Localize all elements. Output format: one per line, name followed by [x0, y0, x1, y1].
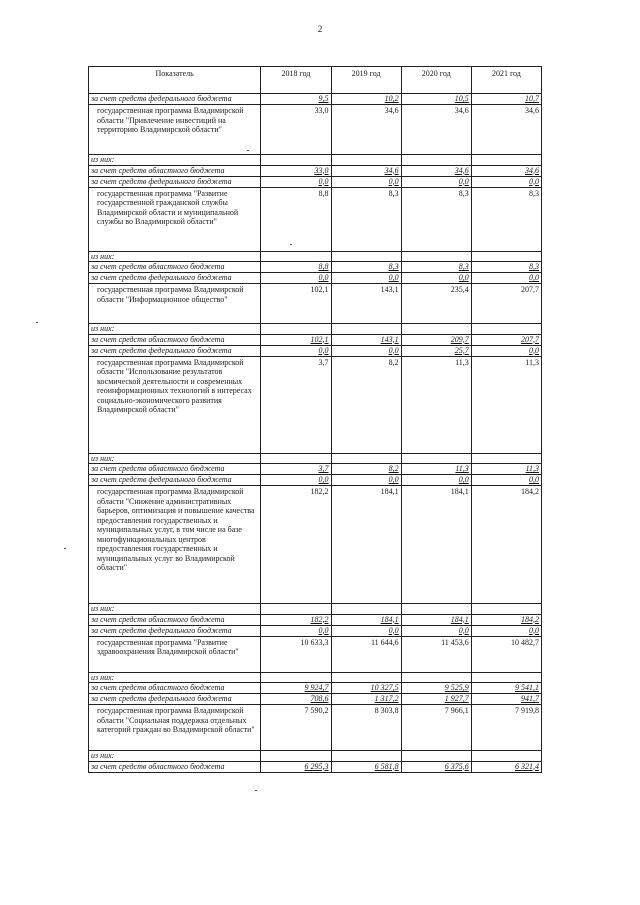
value-cell: 34,6: [471, 105, 541, 155]
scan-speck: [247, 150, 249, 151]
page-number: 2: [317, 24, 323, 34]
value-cell: 0,0: [331, 625, 401, 636]
value-cell: 34,6: [401, 105, 471, 155]
funding-source-label: за счет средств федерального бюджета: [89, 694, 261, 705]
value-cell: 0,0: [401, 176, 471, 187]
value-cell: [471, 751, 541, 762]
funding-row: [89, 345, 542, 356]
funding-row: [89, 262, 542, 273]
funding-row: [89, 273, 542, 284]
value-cell: [471, 453, 541, 464]
value-cell: [471, 604, 541, 615]
value-cell: [331, 604, 401, 615]
value-cell: 0,0: [261, 345, 331, 356]
value-cell: 34,6: [401, 165, 471, 176]
funding-source-label: за счет средств федерального бюджета: [89, 273, 261, 284]
funding-row: [89, 94, 542, 105]
value-cell: 7 966,1: [401, 705, 471, 751]
value-cell: [331, 251, 401, 262]
program-row: [89, 636, 542, 672]
program-row: [89, 187, 542, 251]
header-year-2018: 2018 год: [261, 67, 331, 94]
value-cell: 209,7: [401, 334, 471, 345]
funding-row: [89, 614, 542, 625]
funding-row: [89, 683, 542, 694]
header-year-2019: 2019 год: [331, 67, 401, 94]
program-row: [89, 705, 542, 751]
funding-row: [89, 165, 542, 176]
funding-source-label: за счет средств областного бюджета: [89, 334, 261, 345]
header-year-2020: 2020 год: [401, 67, 471, 94]
value-cell: 9 541,1: [471, 683, 541, 694]
scan-speck: [255, 790, 257, 791]
value-cell: 8,3: [471, 262, 541, 273]
value-cell: 8,2: [331, 464, 401, 475]
subheading-row: [89, 604, 542, 615]
value-cell: 10,2: [331, 94, 401, 105]
value-cell: 34,6: [331, 165, 401, 176]
funding-source-label: за счет средств областного бюджета: [89, 165, 261, 176]
value-cell: 0,0: [471, 625, 541, 636]
value-cell: [261, 453, 331, 464]
value-cell: 10,5: [401, 94, 471, 105]
value-cell: [331, 155, 401, 166]
funding-source-label: за счет средств областного бюджета: [89, 262, 261, 273]
funding-source-label: за счет средств областного бюджета: [89, 464, 261, 475]
value-cell: 11 453,6: [401, 636, 471, 672]
value-cell: 0,0: [331, 345, 401, 356]
value-cell: 0,0: [331, 475, 401, 486]
value-cell: 8,2: [331, 356, 401, 453]
value-cell: 34,6: [471, 165, 541, 176]
value-cell: 1 317,2: [331, 694, 401, 705]
value-cell: [471, 672, 541, 683]
value-cell: 143,1: [331, 334, 401, 345]
funding-source-label: за счет средств областного бюджета: [89, 683, 261, 694]
value-cell: 708,6: [261, 694, 331, 705]
value-cell: 184,1: [401, 486, 471, 604]
funding-source-label: за счет средств федерального бюджета: [89, 625, 261, 636]
value-cell: 0,0: [261, 475, 331, 486]
value-cell: 0,0: [261, 176, 331, 187]
value-cell: 25,7: [401, 345, 471, 356]
value-cell: 182,2: [261, 486, 331, 604]
value-cell: [471, 155, 541, 166]
subheading-row: [89, 251, 542, 262]
value-cell: 3,7: [261, 464, 331, 475]
value-cell: [401, 672, 471, 683]
value-cell: 184,1: [331, 614, 401, 625]
subheading-label: из них:: [89, 672, 261, 683]
program-name: государственная программа Владимирской области "Снижение административных барьеров, оптимизация и повышение качества предоставления государственных и муниципальных услуг, в том числе на базе многофункциональных центров предоставления государственных и муниципальных услуг во Владимирской области": [89, 486, 261, 604]
value-cell: 3,7: [261, 356, 331, 453]
funding-row: [89, 694, 542, 705]
subheading-row: [89, 324, 542, 335]
subheading-label: из них:: [89, 324, 261, 335]
program-name: государственная программа Владимирской области "Использование результатов космической деятельности и современных геоинформационных технологий в интересах социально-экономического развития Владимирской области": [89, 356, 261, 453]
value-cell: 9 924,7: [261, 683, 331, 694]
value-cell: 7 590,2: [261, 705, 331, 751]
program-name: государственная программа Владимирской области "Социальная поддержка отдельных категорий граждан во Владимирской области": [89, 705, 261, 751]
value-cell: 9,5: [261, 94, 331, 105]
value-cell: [471, 324, 541, 335]
funding-row: [89, 176, 542, 187]
value-cell: 1 927,7: [401, 694, 471, 705]
value-cell: 8,3: [471, 187, 541, 251]
funding-source-label: за счет средств областного бюджета: [89, 614, 261, 625]
value-cell: [471, 251, 541, 262]
value-cell: 207,7: [471, 334, 541, 345]
value-cell: 8,8: [261, 187, 331, 251]
value-cell: 0,0: [401, 625, 471, 636]
program-row: [89, 284, 542, 324]
value-cell: 143,1: [331, 284, 401, 324]
funding-row: [89, 761, 542, 772]
subheading-label: из них:: [89, 604, 261, 615]
value-cell: 102,1: [261, 334, 331, 345]
value-cell: 0,0: [471, 345, 541, 356]
value-cell: [261, 251, 331, 262]
funding-source-label: за счет средств федерального бюджета: [89, 176, 261, 187]
value-cell: 10 482,7: [471, 636, 541, 672]
table-header-row: [89, 67, 542, 94]
funding-row: [89, 464, 542, 475]
funding-source-label: за счет средств федерального бюджета: [89, 475, 261, 486]
value-cell: [261, 672, 331, 683]
value-cell: 184,2: [471, 614, 541, 625]
subheading-row: [89, 155, 542, 166]
value-cell: [331, 672, 401, 683]
funding-source-label: за счет средств федерального бюджета: [89, 94, 261, 105]
program-row: [89, 356, 542, 453]
subheading-label: из них:: [89, 453, 261, 464]
value-cell: 8,8: [261, 262, 331, 273]
value-cell: 6 295,3: [261, 761, 331, 772]
value-cell: [331, 453, 401, 464]
value-cell: 8 303,8: [331, 705, 401, 751]
value-cell: 182,2: [261, 614, 331, 625]
header-year-2021: 2021 год: [471, 67, 541, 94]
value-cell: 102,1: [261, 284, 331, 324]
value-cell: [331, 324, 401, 335]
subheading-row: [89, 751, 542, 762]
subheading-row: [89, 672, 542, 683]
program-row: [89, 105, 542, 155]
value-cell: 11 644,6: [331, 636, 401, 672]
value-cell: [401, 604, 471, 615]
program-name: государственная программа Владимирской области "Информационное общество": [89, 284, 261, 324]
value-cell: 0,0: [401, 273, 471, 284]
value-cell: 11,3: [401, 356, 471, 453]
value-cell: 235,4: [401, 284, 471, 324]
value-cell: 6 321,4: [471, 761, 541, 772]
value-cell: 8,3: [401, 187, 471, 251]
funding-source-label: за счет средств областного бюджета: [89, 761, 261, 772]
value-cell: 9 525,9: [401, 683, 471, 694]
budget-table: [88, 66, 542, 773]
program-name: государственная программа "Развитие государственной гражданской службы Владимирской области и муниципальной службы во Владимирской области": [89, 187, 261, 251]
value-cell: 11,3: [471, 464, 541, 475]
program-row: [89, 486, 542, 604]
value-cell: [261, 324, 331, 335]
value-cell: [401, 751, 471, 762]
value-cell: 8,3: [401, 262, 471, 273]
value-cell: [401, 251, 471, 262]
subheading-label: из них:: [89, 251, 261, 262]
value-cell: 184,1: [331, 486, 401, 604]
funding-row: [89, 334, 542, 345]
subheading-label: из них:: [89, 155, 261, 166]
value-cell: 0,0: [261, 625, 331, 636]
value-cell: 0,0: [401, 475, 471, 486]
program-name: государственная программа Владимирской области "Привлечение инвестиций на территорию Владимирской области": [89, 105, 261, 155]
value-cell: 10 327,5: [331, 683, 401, 694]
value-cell: 0,0: [331, 176, 401, 187]
funding-source-label: за счет средств федерального бюджета: [89, 345, 261, 356]
value-cell: 0,0: [471, 273, 541, 284]
value-cell: 34,6: [331, 105, 401, 155]
value-cell: 0,0: [471, 176, 541, 187]
program-name: государственная программа "Развитие здравоохранения Владимирской области": [89, 636, 261, 672]
subheading-row: [89, 453, 542, 464]
value-cell: [261, 751, 331, 762]
value-cell: 6 581,8: [331, 761, 401, 772]
scan-speck: [64, 548, 66, 549]
value-cell: 941,7: [471, 694, 541, 705]
value-cell: 0,0: [471, 475, 541, 486]
table-body: [89, 94, 542, 773]
value-cell: 0,0: [261, 273, 331, 284]
value-cell: 8,3: [331, 262, 401, 273]
value-cell: [401, 155, 471, 166]
scan-speck: [36, 322, 38, 323]
value-cell: [261, 604, 331, 615]
value-cell: 11,3: [471, 356, 541, 453]
scan-speck: [290, 244, 292, 245]
value-cell: [401, 453, 471, 464]
value-cell: 33,0: [261, 105, 331, 155]
value-cell: [331, 751, 401, 762]
value-cell: 7 919,8: [471, 705, 541, 751]
value-cell: 10 633,3: [261, 636, 331, 672]
header-indicator: Показатель: [89, 67, 261, 94]
value-cell: 184,1: [401, 614, 471, 625]
value-cell: [261, 155, 331, 166]
funding-row: [89, 475, 542, 486]
value-cell: 8,3: [331, 187, 401, 251]
value-cell: 11,3: [401, 464, 471, 475]
subheading-label: из них:: [89, 751, 261, 762]
value-cell: 33,0: [261, 165, 331, 176]
value-cell: [401, 324, 471, 335]
funding-row: [89, 625, 542, 636]
value-cell: 184,2: [471, 486, 541, 604]
value-cell: 6 375,6: [401, 761, 471, 772]
value-cell: 10,7: [471, 94, 541, 105]
value-cell: 0,0: [331, 273, 401, 284]
value-cell: 207,7: [471, 284, 541, 324]
